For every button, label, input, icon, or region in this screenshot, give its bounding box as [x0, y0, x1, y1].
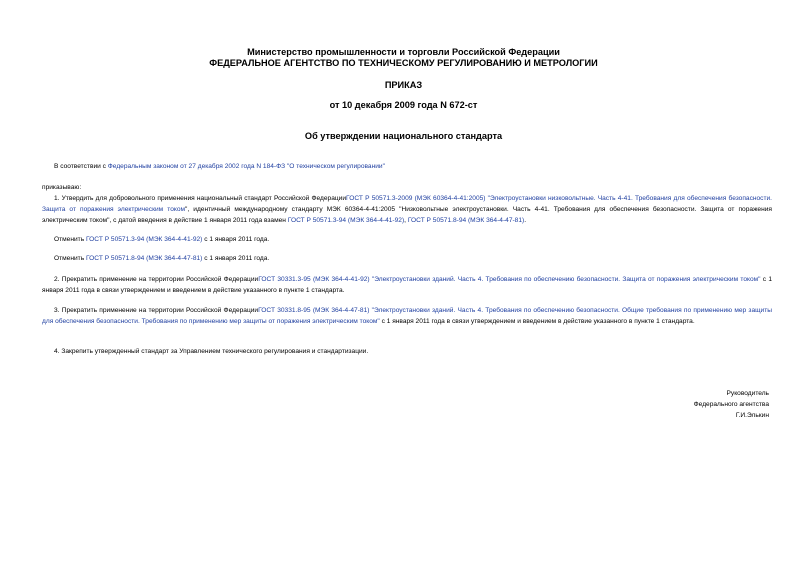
- item-1-separator: ,: [404, 217, 408, 224]
- agency-title: ФЕДЕРАЛЬНОЕ АГЕНТСТВО ПО ТЕХНИЧЕСКОМУ РЕГУЛИРОВАНИЮ И МЕТРОЛОГИИ: [209, 58, 598, 68]
- gost-r-50571-8-94-link[interactable]: ГОСТ Р 50571.8-94 (МЭК 364-4-47-81): [407, 217, 525, 224]
- gost-r-50571-3-94-link[interactable]: ГОСТ Р 50571.3-94 (МЭК 364-4-41-92): [287, 217, 405, 224]
- item-2-paragraph: [42, 274, 772, 296]
- federal-law-link[interactable]: Федеральным законом от 27 декабря 2002 года N 184-ФЗ "О техническом регулировании": [107, 163, 385, 170]
- preamble-text: В соответствии с: [54, 163, 108, 170]
- cancel-2-paragraph: [42, 253, 772, 264]
- document-type: ПРИКАЗ: [384, 80, 423, 90]
- signature-agency: Федерального агентства: [693, 401, 769, 408]
- cancel-1-date: с 1 января 2011 года.: [202, 236, 270, 243]
- preamble-paragraph: [42, 161, 772, 172]
- item-1-text: 1. Утвердить для добровольного применения национальный стандарт Российской Федерации: [54, 195, 347, 202]
- cancel-gost-r-50571-8-94-link[interactable]: ГОСТ Р 50571.8-94 (МЭК 364-4-47-81): [85, 255, 203, 262]
- gost-30331-3-95-link[interactable]: ГОСТ 30331.3-95 (МЭК 364-4-41-92) "Электроустановки зданий. Часть 4. Требования по обеспечению безопасности. Защита от поражения электрическим током": [258, 276, 761, 283]
- item-3-paragraph: [42, 305, 772, 327]
- item-2-after-text: с 1 января 2011 года в связи утверждением и введением в действие указанного в пункте 1 стандарта.: [42, 276, 772, 294]
- item-1-end: .: [524, 217, 527, 224]
- cancel-2-text: Отменить: [54, 255, 86, 262]
- cancel-gost-r-50571-3-94-link[interactable]: ГОСТ Р 50571.3-94 (МЭК 364-4-41-92): [85, 236, 203, 243]
- gost-30331-8-95-link[interactable]: ГОСТ 30331.8-95 (МЭК 364-4-47-81) "Электроустановки зданий. Часть 4. Требования по обеспечению безопасности. Общие требования по применению мер защиты для обеспечения безопасности. Требования по применению мер защиты от поражения электрическим током": [42, 307, 772, 325]
- item-3-after-text: с 1 января 2011 года в связи утверждением и введением в действие указанного в пункте 1 стандарта.: [379, 318, 695, 325]
- document-date-number: от 10 декабря 2009 года N 672-ст: [329, 100, 478, 110]
- gost-r-50571-3-2009-link[interactable]: ГОСТ Р 50571.3-2009 (МЭК 60364-4-41:2005) "Электроустановки низковольтные. Часть 4-41. Требования для обеспечения безопасности. Защита от поражения электрическим током: [42, 195, 773, 213]
- item-4-paragraph: 4. Закрепить утвержденный стандарт за Управлением технического регулирования и стандартизации.: [54, 348, 369, 355]
- signature-position: Руководитель: [726, 390, 769, 397]
- item-1-paragraph: [42, 193, 772, 226]
- cancel-2-date: с 1 января 2011 года.: [202, 255, 270, 262]
- signature-name: Г.И.Элькин: [735, 412, 769, 419]
- order-word: приказываю:: [42, 184, 82, 191]
- item-1-middle-text: ", идентичный международному стандарту МЭК 60364-4-41:2005 "Низковольтные электроустановки. Часть 4-41. Требования для обеспечения безопасности. Защита от поражения электрическим током", с датой введения в действие 1 января 2011 года взамен: [42, 206, 772, 224]
- document-subject: Об утверждении национального стандарта: [304, 131, 503, 141]
- ministry-title: Министерство промышленности и торговли Российской Федерации: [247, 47, 560, 57]
- item-2-text: 2. Прекратить применение на территории Российской Федерации: [54, 276, 259, 283]
- cancel-1-text: Отменить: [54, 236, 86, 243]
- item-3-text: 3. Прекратить применение на территории Российской Федерации: [54, 307, 259, 314]
- cancel-1-paragraph: [42, 234, 772, 245]
